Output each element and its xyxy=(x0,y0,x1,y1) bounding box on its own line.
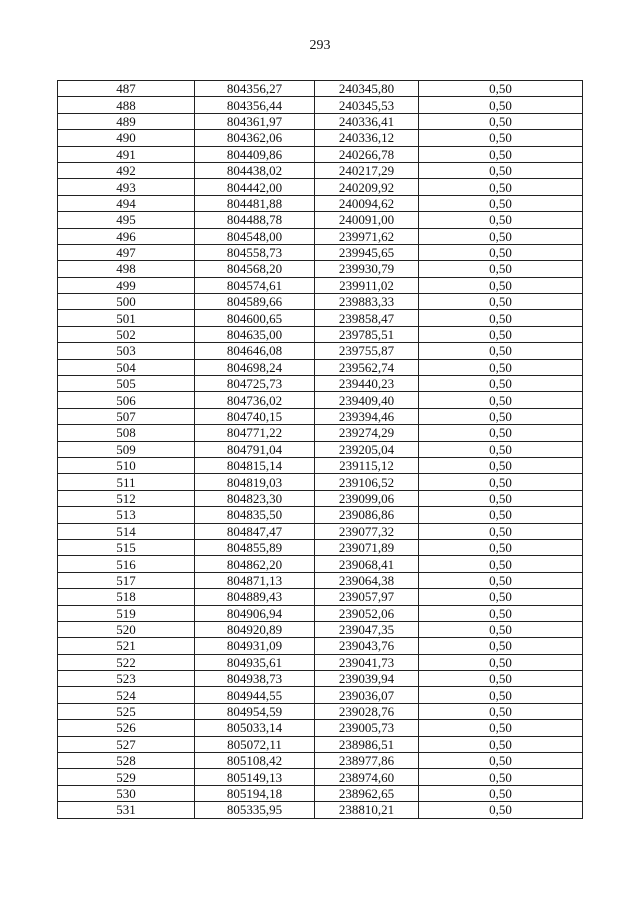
table-row xyxy=(58,605,583,621)
y-coordinate-cell: 239911,02 xyxy=(315,277,419,293)
coordinates-table-body xyxy=(58,81,583,819)
x-coordinate-cell: 804589,66 xyxy=(195,294,315,310)
x-coordinate-cell: 805335,95 xyxy=(195,802,315,818)
x-coordinate-cell: 804646,08 xyxy=(195,343,315,359)
table-row xyxy=(58,81,583,97)
x-coordinate-cell: 804771,22 xyxy=(195,425,315,441)
y-coordinate-cell: 239562,74 xyxy=(315,359,419,375)
accuracy-cell: 0,50 xyxy=(419,621,583,637)
point-number-cell: 507 xyxy=(58,408,195,424)
accuracy-cell: 0,50 xyxy=(419,130,583,146)
point-number-cell: 509 xyxy=(58,441,195,457)
accuracy-cell: 0,50 xyxy=(419,146,583,162)
accuracy-cell: 0,50 xyxy=(419,162,583,178)
y-coordinate-cell: 239064,38 xyxy=(315,572,419,588)
x-coordinate-cell: 804855,89 xyxy=(195,539,315,555)
point-number-cell: 493 xyxy=(58,179,195,195)
table-row xyxy=(58,736,583,752)
accuracy-cell: 0,50 xyxy=(419,589,583,605)
table-row xyxy=(58,703,583,719)
table-row xyxy=(58,310,583,326)
y-coordinate-cell: 240217,29 xyxy=(315,162,419,178)
accuracy-cell: 0,50 xyxy=(419,687,583,703)
accuracy-cell: 0,50 xyxy=(419,244,583,260)
x-coordinate-cell: 804361,97 xyxy=(195,113,315,129)
accuracy-cell: 0,50 xyxy=(419,785,583,801)
point-number-cell: 530 xyxy=(58,785,195,801)
table-row xyxy=(58,343,583,359)
point-number-cell: 489 xyxy=(58,113,195,129)
accuracy-cell: 0,50 xyxy=(419,343,583,359)
accuracy-cell: 0,50 xyxy=(419,113,583,129)
y-coordinate-cell: 238977,86 xyxy=(315,753,419,769)
y-coordinate-cell: 239068,41 xyxy=(315,556,419,572)
point-number-cell: 505 xyxy=(58,376,195,392)
table-row xyxy=(58,457,583,473)
x-coordinate-cell: 804736,02 xyxy=(195,392,315,408)
y-coordinate-cell: 239028,76 xyxy=(315,703,419,719)
table-row xyxy=(58,408,583,424)
y-coordinate-cell: 240336,41 xyxy=(315,113,419,129)
point-number-cell: 516 xyxy=(58,556,195,572)
accuracy-cell: 0,50 xyxy=(419,572,583,588)
accuracy-cell: 0,50 xyxy=(419,195,583,211)
y-coordinate-cell: 239071,89 xyxy=(315,539,419,555)
point-number-cell: 514 xyxy=(58,523,195,539)
table-row xyxy=(58,441,583,457)
table-row xyxy=(58,162,583,178)
accuracy-cell: 0,50 xyxy=(419,392,583,408)
table-row xyxy=(58,474,583,490)
table-row xyxy=(58,244,583,260)
point-number-cell: 510 xyxy=(58,457,195,473)
table-row xyxy=(58,425,583,441)
table-row xyxy=(58,589,583,605)
coordinates-table xyxy=(57,80,583,819)
y-coordinate-cell: 240094,62 xyxy=(315,195,419,211)
y-coordinate-cell: 239971,62 xyxy=(315,228,419,244)
table-row xyxy=(58,523,583,539)
x-coordinate-cell: 804791,04 xyxy=(195,441,315,457)
point-number-cell: 502 xyxy=(58,326,195,342)
x-coordinate-cell: 804438,02 xyxy=(195,162,315,178)
accuracy-cell: 0,50 xyxy=(419,474,583,490)
y-coordinate-cell: 239005,73 xyxy=(315,720,419,736)
table-row xyxy=(58,687,583,703)
point-number-cell: 508 xyxy=(58,425,195,441)
point-number-cell: 521 xyxy=(58,638,195,654)
point-number-cell: 513 xyxy=(58,507,195,523)
point-number-cell: 487 xyxy=(58,81,195,97)
y-coordinate-cell: 238962,65 xyxy=(315,785,419,801)
y-coordinate-cell: 239440,23 xyxy=(315,376,419,392)
point-number-cell: 528 xyxy=(58,753,195,769)
accuracy-cell: 0,50 xyxy=(419,212,583,228)
x-coordinate-cell: 805194,18 xyxy=(195,785,315,801)
table-row xyxy=(58,490,583,506)
x-coordinate-cell: 804356,27 xyxy=(195,81,315,97)
point-number-cell: 492 xyxy=(58,162,195,178)
accuracy-cell: 0,50 xyxy=(419,310,583,326)
point-number-cell: 488 xyxy=(58,97,195,113)
y-coordinate-cell: 239930,79 xyxy=(315,261,419,277)
table-row xyxy=(58,359,583,375)
table-row xyxy=(58,392,583,408)
table-row xyxy=(58,556,583,572)
accuracy-cell: 0,50 xyxy=(419,753,583,769)
x-coordinate-cell: 804944,55 xyxy=(195,687,315,703)
y-coordinate-cell: 240091,00 xyxy=(315,212,419,228)
accuracy-cell: 0,50 xyxy=(419,359,583,375)
x-coordinate-cell: 804920,89 xyxy=(195,621,315,637)
y-coordinate-cell: 239945,65 xyxy=(315,244,419,260)
x-coordinate-cell: 804356,44 xyxy=(195,97,315,113)
x-coordinate-cell: 804600,65 xyxy=(195,310,315,326)
x-coordinate-cell: 804698,24 xyxy=(195,359,315,375)
accuracy-cell: 0,50 xyxy=(419,605,583,621)
point-number-cell: 522 xyxy=(58,654,195,670)
accuracy-cell: 0,50 xyxy=(419,507,583,523)
y-coordinate-cell: 239409,40 xyxy=(315,392,419,408)
accuracy-cell: 0,50 xyxy=(419,294,583,310)
y-coordinate-cell: 239086,86 xyxy=(315,507,419,523)
x-coordinate-cell: 804568,20 xyxy=(195,261,315,277)
point-number-cell: 500 xyxy=(58,294,195,310)
table-row xyxy=(58,146,583,162)
point-number-cell: 524 xyxy=(58,687,195,703)
point-number-cell: 496 xyxy=(58,228,195,244)
x-coordinate-cell: 804442,00 xyxy=(195,179,315,195)
y-coordinate-cell: 239047,35 xyxy=(315,621,419,637)
point-number-cell: 517 xyxy=(58,572,195,588)
y-coordinate-cell: 239858,47 xyxy=(315,310,419,326)
accuracy-cell: 0,50 xyxy=(419,523,583,539)
y-coordinate-cell: 239039,94 xyxy=(315,671,419,687)
point-number-cell: 518 xyxy=(58,589,195,605)
x-coordinate-cell: 804740,15 xyxy=(195,408,315,424)
accuracy-cell: 0,50 xyxy=(419,490,583,506)
point-number-cell: 490 xyxy=(58,130,195,146)
x-coordinate-cell: 804558,73 xyxy=(195,244,315,260)
y-coordinate-cell: 240209,92 xyxy=(315,179,419,195)
y-coordinate-cell: 240336,12 xyxy=(315,130,419,146)
y-coordinate-cell: 239043,76 xyxy=(315,638,419,654)
accuracy-cell: 0,50 xyxy=(419,81,583,97)
table-row xyxy=(58,769,583,785)
accuracy-cell: 0,50 xyxy=(419,228,583,244)
x-coordinate-cell: 804847,47 xyxy=(195,523,315,539)
point-number-cell: 520 xyxy=(58,621,195,637)
table-row xyxy=(58,654,583,670)
accuracy-cell: 0,50 xyxy=(419,769,583,785)
y-coordinate-cell: 239057,97 xyxy=(315,589,419,605)
point-number-cell: 519 xyxy=(58,605,195,621)
table-row xyxy=(58,753,583,769)
table-row xyxy=(58,294,583,310)
point-number-cell: 506 xyxy=(58,392,195,408)
point-number-cell: 504 xyxy=(58,359,195,375)
x-coordinate-cell: 804931,09 xyxy=(195,638,315,654)
table-row xyxy=(58,507,583,523)
y-coordinate-cell: 239099,06 xyxy=(315,490,419,506)
x-coordinate-cell: 804935,61 xyxy=(195,654,315,670)
accuracy-cell: 0,50 xyxy=(419,703,583,719)
y-coordinate-cell: 239041,73 xyxy=(315,654,419,670)
table-row xyxy=(58,179,583,195)
y-coordinate-cell: 239052,06 xyxy=(315,605,419,621)
point-number-cell: 498 xyxy=(58,261,195,277)
y-coordinate-cell: 238974,60 xyxy=(315,769,419,785)
table-row xyxy=(58,785,583,801)
accuracy-cell: 0,50 xyxy=(419,408,583,424)
y-coordinate-cell: 239077,32 xyxy=(315,523,419,539)
accuracy-cell: 0,50 xyxy=(419,457,583,473)
page-number: 293 xyxy=(309,38,331,53)
x-coordinate-cell: 804889,43 xyxy=(195,589,315,605)
x-coordinate-cell: 804481,88 xyxy=(195,195,315,211)
x-coordinate-cell: 805149,13 xyxy=(195,769,315,785)
accuracy-cell: 0,50 xyxy=(419,671,583,687)
table-row xyxy=(58,113,583,129)
y-coordinate-cell: 239785,51 xyxy=(315,326,419,342)
point-number-cell: 525 xyxy=(58,703,195,719)
table-row xyxy=(58,261,583,277)
accuracy-cell: 0,50 xyxy=(419,556,583,572)
accuracy-cell: 0,50 xyxy=(419,736,583,752)
accuracy-cell: 0,50 xyxy=(419,802,583,818)
x-coordinate-cell: 804871,13 xyxy=(195,572,315,588)
y-coordinate-cell: 238810,21 xyxy=(315,802,419,818)
table-row xyxy=(58,195,583,211)
table-row xyxy=(58,621,583,637)
x-coordinate-cell: 805033,14 xyxy=(195,720,315,736)
x-coordinate-cell: 804362,06 xyxy=(195,130,315,146)
x-coordinate-cell: 804548,00 xyxy=(195,228,315,244)
table-row xyxy=(58,376,583,392)
y-coordinate-cell: 238986,51 xyxy=(315,736,419,752)
x-coordinate-cell: 804954,59 xyxy=(195,703,315,719)
x-coordinate-cell: 804488,78 xyxy=(195,212,315,228)
accuracy-cell: 0,50 xyxy=(419,277,583,293)
point-number-cell: 511 xyxy=(58,474,195,490)
table-row xyxy=(58,539,583,555)
point-number-cell: 494 xyxy=(58,195,195,211)
table-row xyxy=(58,277,583,293)
accuracy-cell: 0,50 xyxy=(419,326,583,342)
point-number-cell: 499 xyxy=(58,277,195,293)
table-row xyxy=(58,326,583,342)
point-number-cell: 529 xyxy=(58,769,195,785)
x-coordinate-cell: 804862,20 xyxy=(195,556,315,572)
table-row xyxy=(58,212,583,228)
point-number-cell: 512 xyxy=(58,490,195,506)
table-row xyxy=(58,130,583,146)
x-coordinate-cell: 804823,30 xyxy=(195,490,315,506)
point-number-cell: 501 xyxy=(58,310,195,326)
x-coordinate-cell: 804635,00 xyxy=(195,326,315,342)
accuracy-cell: 0,50 xyxy=(419,425,583,441)
point-number-cell: 523 xyxy=(58,671,195,687)
y-coordinate-cell: 239036,07 xyxy=(315,687,419,703)
y-coordinate-cell: 240345,53 xyxy=(315,97,419,113)
x-coordinate-cell: 805108,42 xyxy=(195,753,315,769)
y-coordinate-cell: 239106,52 xyxy=(315,474,419,490)
table-row xyxy=(58,638,583,654)
y-coordinate-cell: 240266,78 xyxy=(315,146,419,162)
point-number-cell: 515 xyxy=(58,539,195,555)
x-coordinate-cell: 804815,14 xyxy=(195,457,315,473)
point-number-cell: 503 xyxy=(58,343,195,359)
x-coordinate-cell: 805072,11 xyxy=(195,736,315,752)
y-coordinate-cell: 239394,46 xyxy=(315,408,419,424)
x-coordinate-cell: 804819,03 xyxy=(195,474,315,490)
y-coordinate-cell: 240345,80 xyxy=(315,81,419,97)
point-number-cell: 491 xyxy=(58,146,195,162)
point-number-cell: 526 xyxy=(58,720,195,736)
y-coordinate-cell: 239115,12 xyxy=(315,457,419,473)
table-row xyxy=(58,228,583,244)
x-coordinate-cell: 804835,50 xyxy=(195,507,315,523)
point-number-cell: 531 xyxy=(58,802,195,818)
y-coordinate-cell: 239274,29 xyxy=(315,425,419,441)
accuracy-cell: 0,50 xyxy=(419,654,583,670)
x-coordinate-cell: 804938,73 xyxy=(195,671,315,687)
table-row xyxy=(58,97,583,113)
y-coordinate-cell: 239205,04 xyxy=(315,441,419,457)
x-coordinate-cell: 804906,94 xyxy=(195,605,315,621)
accuracy-cell: 0,50 xyxy=(419,720,583,736)
point-number-cell: 495 xyxy=(58,212,195,228)
y-coordinate-cell: 239883,33 xyxy=(315,294,419,310)
table-row xyxy=(58,720,583,736)
accuracy-cell: 0,50 xyxy=(419,261,583,277)
point-number-cell: 497 xyxy=(58,244,195,260)
table-row xyxy=(58,671,583,687)
accuracy-cell: 0,50 xyxy=(419,539,583,555)
x-coordinate-cell: 804409,86 xyxy=(195,146,315,162)
x-coordinate-cell: 804725,73 xyxy=(195,376,315,392)
x-coordinate-cell: 804574,61 xyxy=(195,277,315,293)
accuracy-cell: 0,50 xyxy=(419,441,583,457)
accuracy-cell: 0,50 xyxy=(419,179,583,195)
y-coordinate-cell: 239755,87 xyxy=(315,343,419,359)
accuracy-cell: 0,50 xyxy=(419,97,583,113)
accuracy-cell: 0,50 xyxy=(419,376,583,392)
point-number-cell: 527 xyxy=(58,736,195,752)
accuracy-cell: 0,50 xyxy=(419,638,583,654)
table-row xyxy=(58,572,583,588)
table-row xyxy=(58,802,583,818)
